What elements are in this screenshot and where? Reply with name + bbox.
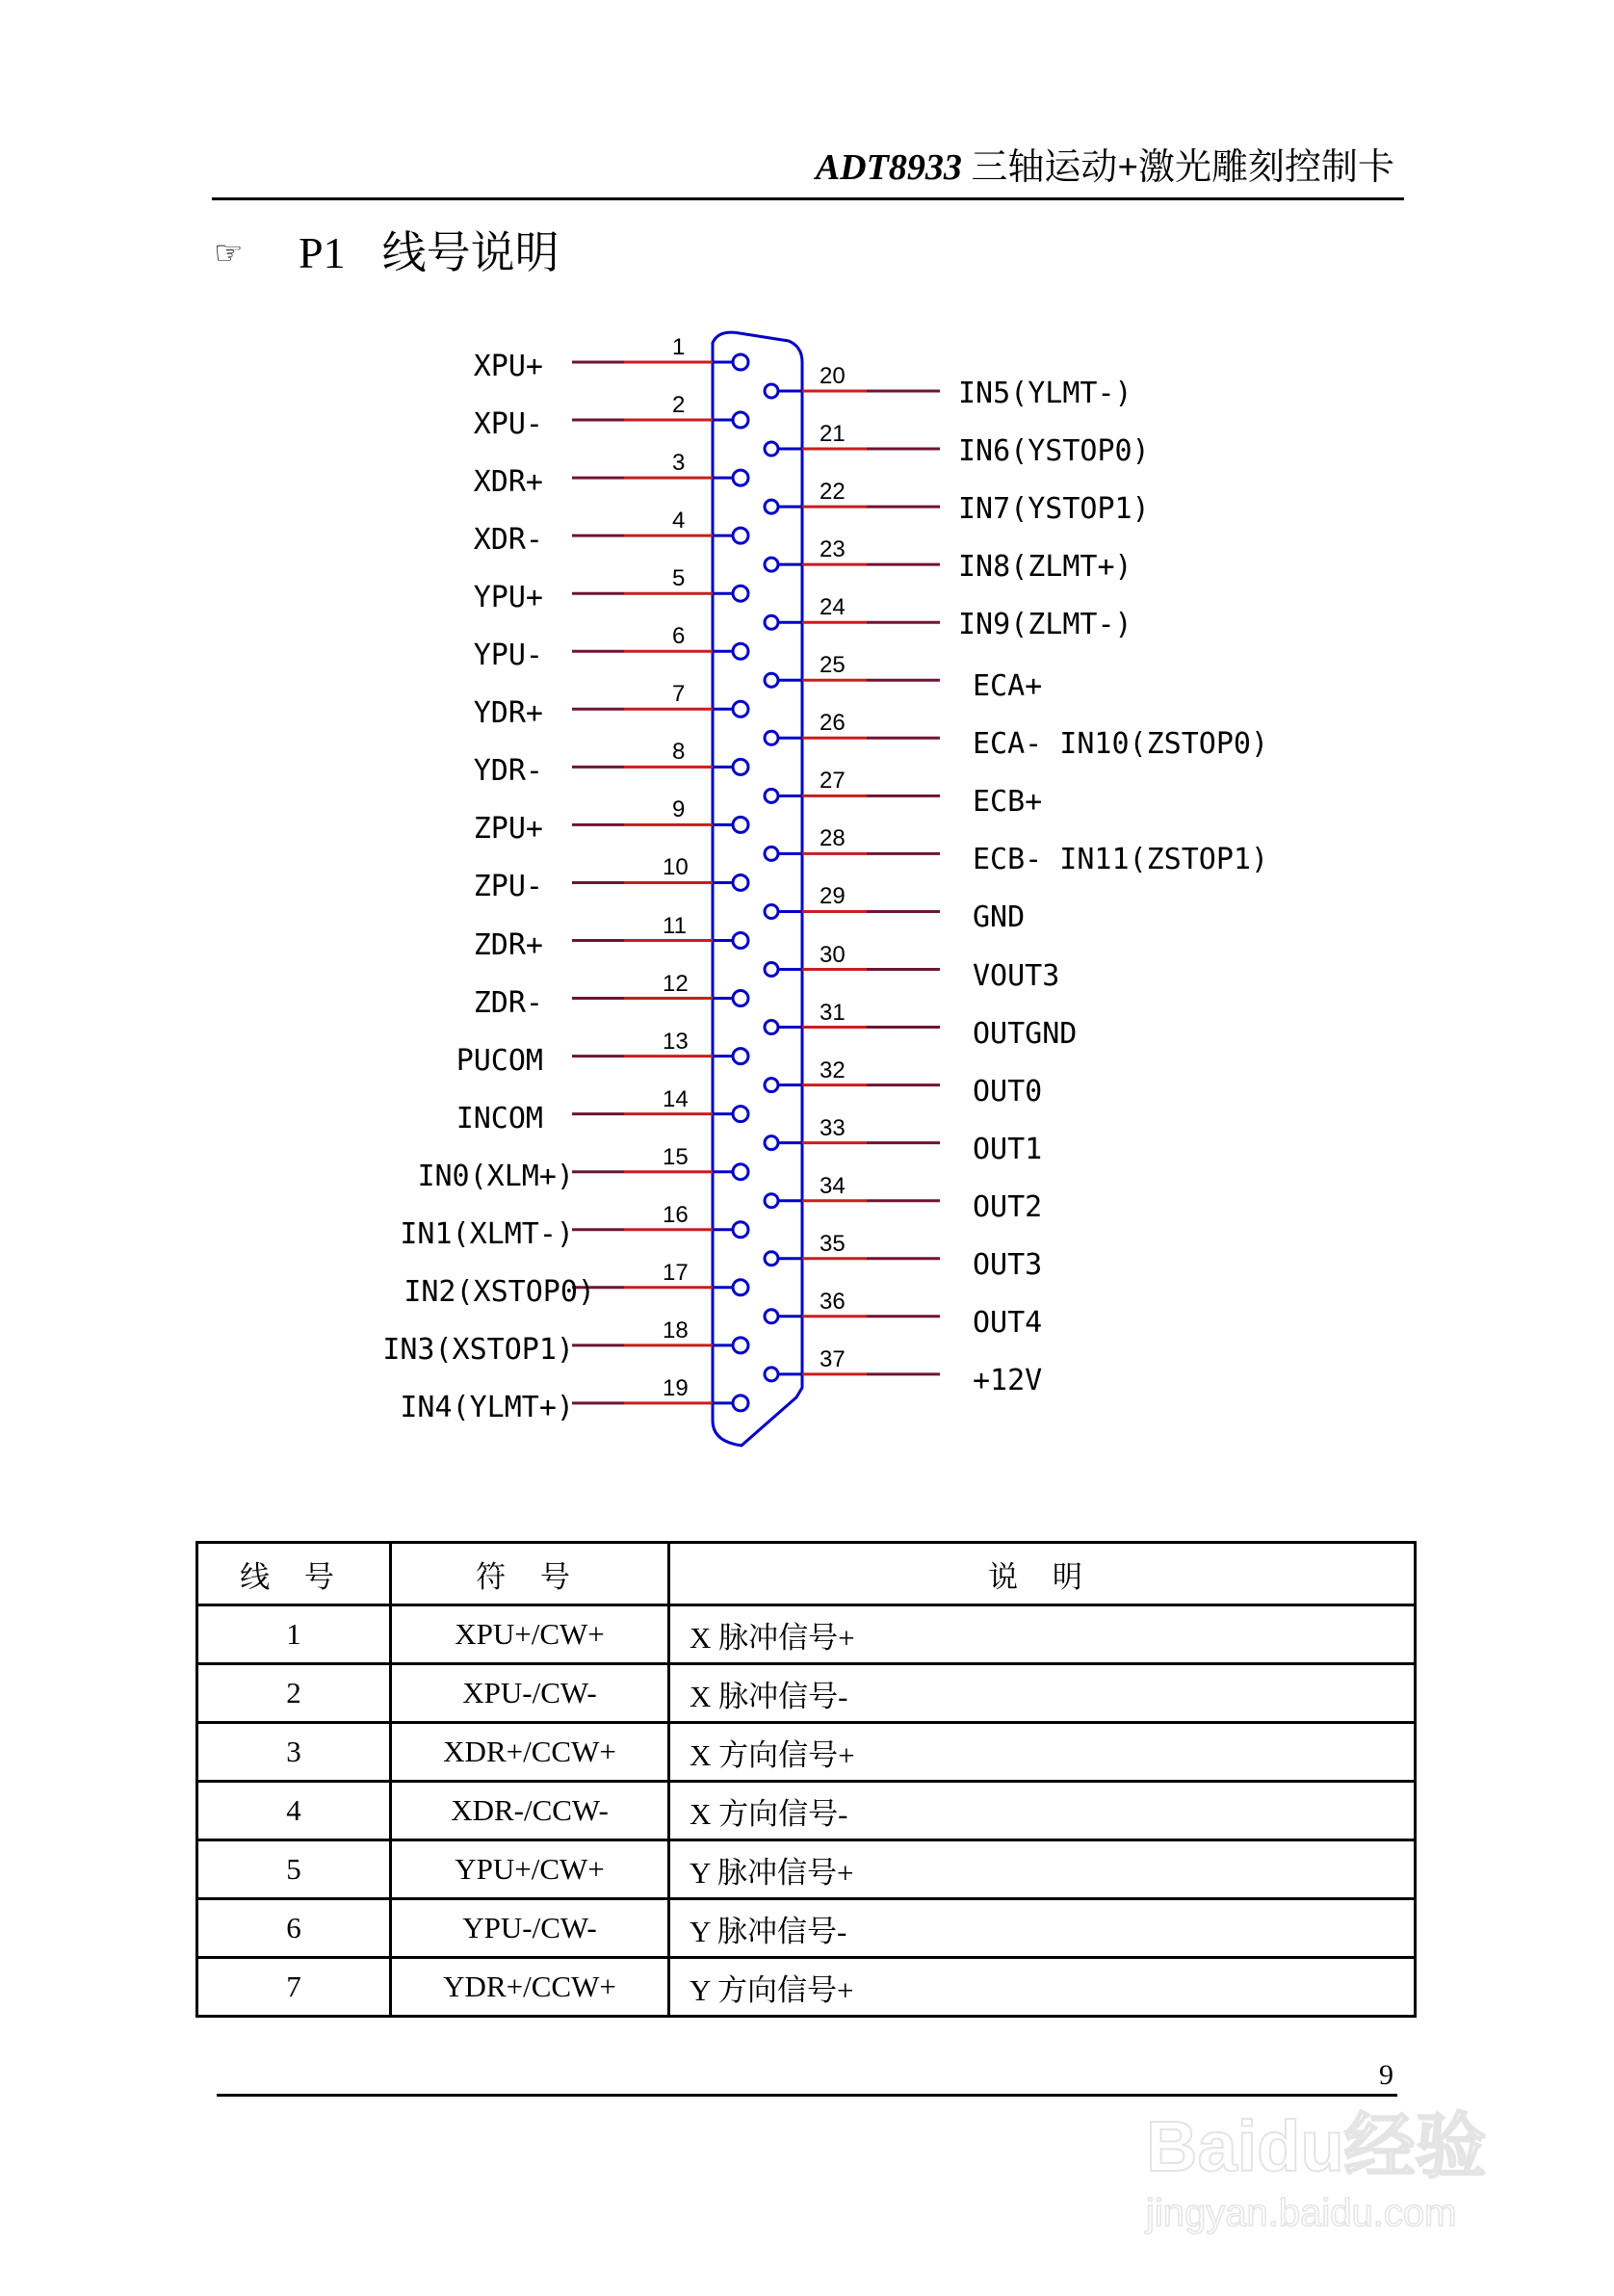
symbol-cell: XDR+/CCW+ (391, 1723, 669, 1782)
pin-signal-label: OUT3 (973, 1247, 1043, 1282)
pin-signal-label: +12V (973, 1363, 1043, 1397)
pin-number: 28 (820, 825, 846, 852)
line-number-cell: 1 (197, 1605, 391, 1664)
pin-signal-label: OUT1 (973, 1132, 1043, 1166)
pin-signal-label: ECA- IN10(ZSTOP0) (973, 727, 1269, 762)
pin-number: 25 (820, 652, 846, 679)
pin-number: 37 (820, 1345, 846, 1372)
pin-signal-label: IN6(YSTOP0) (958, 434, 1150, 469)
header-title-part1: 三轴运动 (961, 147, 1118, 188)
product-model: ADT8933 (815, 147, 962, 188)
connector-shell (713, 332, 802, 1446)
pin-signal-label: YDR- (473, 754, 543, 789)
pin-number: 8 (672, 739, 686, 766)
pin-signal-label: ECB+ (973, 785, 1043, 820)
pin-number: 7 (672, 681, 686, 708)
table-header-row (197, 1543, 1416, 1605)
pin-signal-label: IN1(XLMT-) (400, 1216, 574, 1251)
description-cell: X 方向信号+ (669, 1723, 1416, 1782)
description-cell: X 脉冲信号+ (669, 1605, 1416, 1664)
table-row (197, 1605, 1416, 1664)
pin-signal-label: ECA+ (973, 669, 1043, 704)
pin-signal-label: IN0(XLM+) (417, 1159, 574, 1193)
pin-signal-label: VOUT3 (973, 958, 1060, 993)
symbol-cell: YPU+/CW+ (391, 1840, 669, 1899)
watermark-url: jingyan.baidu.com (1146, 2192, 1457, 2234)
pointing-hand-icon: ☞ (214, 236, 244, 272)
line-number-cell: 4 (197, 1782, 391, 1840)
pin-number: 11 (663, 912, 687, 939)
pin-number: 29 (820, 883, 846, 910)
pin-signal-label: IN4(YLMT+) (400, 1390, 574, 1424)
pin-signal-label: OUT0 (973, 1074, 1043, 1109)
pin-signal-label: IN3(XSTOP1) (382, 1332, 574, 1367)
pin-signal-label: OUTGND (973, 1016, 1078, 1051)
pin-signal-label: ZPU+ (473, 812, 543, 847)
pin-number: 15 (663, 1143, 689, 1170)
line-number-cell: 6 (197, 1899, 391, 1958)
pin-number: 1 (672, 334, 686, 360)
table-row (197, 1723, 1416, 1782)
pin-number: 22 (820, 479, 846, 506)
baidu-watermark (1146, 2051, 1531, 2263)
column-header-symbol: 符 号 (391, 1543, 669, 1605)
pin-number: 4 (672, 508, 686, 535)
symbol-cell: YPU-/CW- (391, 1899, 669, 1958)
header-plus: + (1117, 147, 1138, 188)
pin-number: 5 (672, 565, 686, 592)
pin-number: 23 (820, 536, 846, 563)
pin-number: 10 (663, 854, 689, 881)
pin-signal-label: YDR+ (473, 696, 543, 731)
pin-number: 33 (820, 1114, 846, 1141)
pin-signal-label: INCOM (456, 1101, 543, 1135)
description-cell: Y 脉冲信号- (669, 1899, 1416, 1958)
pin-number: 19 (663, 1374, 689, 1401)
line-number-cell: 5 (197, 1840, 391, 1899)
section-heading: 线号说明 (381, 228, 560, 277)
pin-number: 9 (672, 796, 686, 823)
pin-number: 2 (672, 392, 686, 419)
table-row (197, 1958, 1416, 2017)
pin-signal-label: OUT2 (973, 1189, 1043, 1224)
pin-signal-label: XPU+ (473, 350, 543, 383)
pin-signal-label: GND (973, 900, 1026, 935)
table-row (197, 1664, 1416, 1723)
line-number-cell: 3 (197, 1723, 391, 1782)
page-number: 9 (1379, 2059, 1393, 2091)
column-header-description: 说 明 (669, 1543, 1416, 1605)
pin-number: 17 (663, 1259, 689, 1286)
description-cell: Y 方向信号+ (669, 1958, 1416, 2017)
pin-number: 31 (820, 999, 846, 1026)
pin-number: 3 (672, 450, 686, 477)
line-number-cell: 7 (197, 1958, 391, 2017)
pin-signal-label: IN2(XSTOP0) (404, 1274, 595, 1309)
header-title-part2: 激光雕刻控制卡 (1137, 147, 1394, 188)
pin-signal-label: IN7(YSTOP1) (958, 492, 1150, 527)
pin-number: 30 (820, 941, 846, 968)
pin-signal-label: IN8(ZLMT+) (958, 550, 1132, 585)
description-cell: X 方向信号- (669, 1782, 1416, 1840)
pin-number: 14 (663, 1085, 689, 1112)
symbol-cell: XPU-/CW- (391, 1664, 669, 1723)
pin-number: 36 (820, 1288, 846, 1315)
pin-number: 12 (663, 970, 689, 997)
description-cell: Y 脉冲信号+ (669, 1840, 1416, 1899)
pin-signal-label: ECB- IN11(ZSTOP1) (973, 843, 1269, 877)
section-code: P1 (299, 228, 346, 277)
pin-signal-label: XDR- (473, 523, 543, 558)
pin-signal-label: XPU- (473, 407, 543, 442)
line-number-cell: 2 (197, 1664, 391, 1723)
pin-signal-label: ZPU- (473, 870, 543, 904)
baidu-paw-logo-icon: Baidu经验 (1146, 2106, 1487, 2186)
table-row (197, 1899, 1416, 1958)
pin-signal-label: IN5(YLMT-) (958, 377, 1132, 410)
table-row (197, 1782, 1416, 1840)
pin-signal-label: ZDR+ (473, 927, 543, 962)
pin-number: 26 (820, 710, 846, 737)
pin-signal-label: ZDR- (473, 985, 543, 1020)
pin-number: 24 (820, 594, 846, 621)
pin-number: 32 (820, 1057, 846, 1083)
pin-number: 13 (663, 1028, 689, 1055)
pin-signal-label: YPU- (473, 639, 543, 673)
symbol-cell: YDR+/CCW+ (391, 1958, 669, 2017)
pin-number: 27 (820, 768, 846, 795)
description-cell: X 脉冲信号- (669, 1664, 1416, 1723)
pin-number: 35 (820, 1230, 846, 1257)
pin-signal-label: PUCOM (456, 1043, 543, 1078)
pin-number: 18 (663, 1317, 689, 1344)
pin-signal-label: XDR+ (473, 465, 543, 500)
pin-description-table (195, 1541, 1417, 2018)
pin-signal-label: IN9(ZLMT-) (958, 608, 1132, 642)
pin-number: 21 (820, 421, 846, 448)
pin-number: 6 (672, 623, 686, 650)
pin-number: 20 (820, 363, 846, 389)
pin-number: 16 (663, 1201, 689, 1228)
pin-signal-label: OUT4 (973, 1305, 1043, 1340)
symbol-cell: XDR-/CCW- (391, 1782, 669, 1840)
pin-signal-label: YPU+ (473, 581, 543, 615)
symbol-cell: XPU+/CW+ (391, 1605, 669, 1664)
pin-number: 34 (820, 1172, 846, 1199)
table-row (197, 1840, 1416, 1899)
column-header-line-number: 线 号 (197, 1543, 391, 1605)
